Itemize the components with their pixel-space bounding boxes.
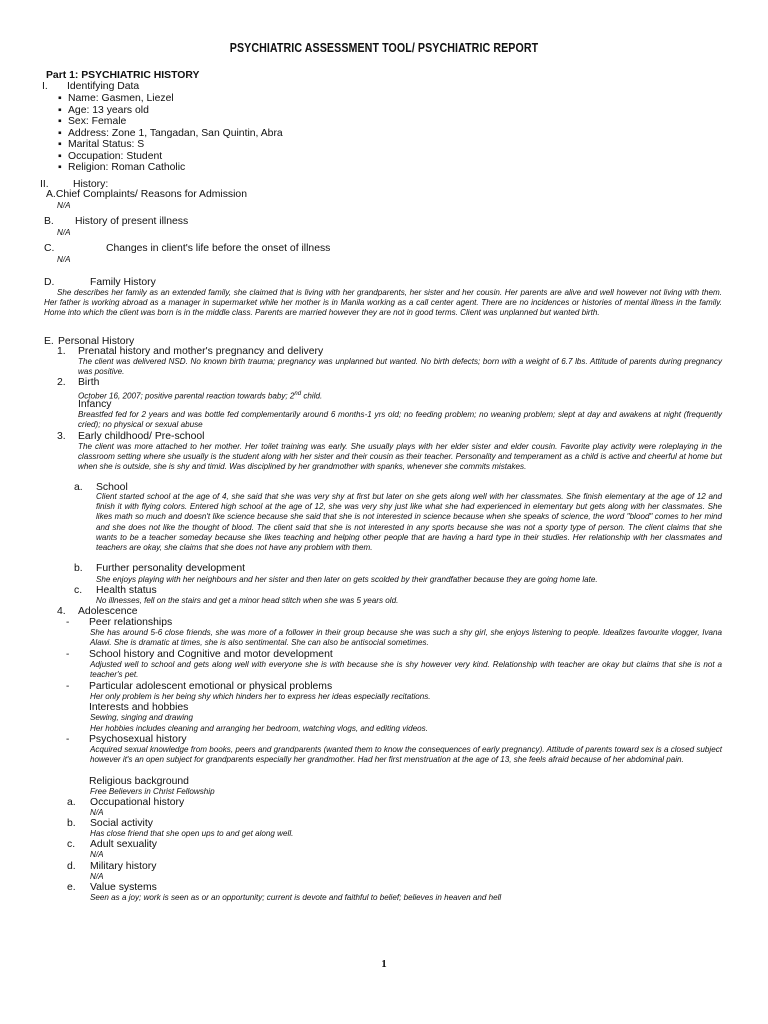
adult-sexuality-text: N/A	[90, 850, 104, 859]
present-illness-number: B.	[44, 216, 54, 227]
present-illness-text: N/A	[57, 228, 71, 237]
list-item: Sex: Female	[68, 116, 127, 127]
chief-complaints-text: N/A	[57, 201, 71, 210]
bullet-icon: ▪	[58, 150, 62, 162]
occupational-label: Occupational history	[90, 797, 185, 808]
family-history-number: D.	[44, 277, 55, 288]
adolescent-problems-label: Particular adolescent emotional or physical problems	[89, 681, 333, 692]
early-childhood-label: Early childhood/ Pre-school	[78, 431, 205, 442]
personal-history-number: E.	[44, 336, 54, 347]
personal-history-label: Personal History	[58, 336, 135, 347]
adolescence-label: Adolescence	[78, 606, 138, 617]
changes-label: Changes in client's life before the onset of illness	[106, 243, 331, 254]
changes-number: C.	[44, 243, 55, 254]
prenatal-number: 1.	[57, 346, 66, 357]
value-systems-label: Value systems	[90, 882, 157, 893]
value-systems-number: e.	[67, 882, 76, 893]
further-development-number: b.	[74, 563, 83, 574]
section2-heading: History:	[73, 179, 109, 190]
adult-sexuality-number: c.	[67, 839, 76, 850]
section1-number: I.	[42, 81, 48, 92]
dash-bullet: -	[66, 649, 70, 660]
school-history-label: School history and Cognitive and motor development	[89, 649, 333, 660]
early-childhood-text: The client was more attached to her mother. Her toilet training was early. She usually plays with her elder sister and elder cousin. Favorite play activity were roleplaying in the classroom setting where she usually is the student along with her sister and their cousin as their teacher. Personality and temperament as a child is active and cheerful at home but when she is outside, she is shy and timid. Was disciplined by her grandmother with spanks, whenever she commits mistakes.	[78, 442, 722, 472]
bullet-icon: ▪	[58, 127, 62, 139]
school-label: School	[96, 482, 128, 493]
adolescence-number: 4.	[57, 606, 66, 617]
further-development-text: She enjoys playing with her neighbours and her sister and then later on gets scolded by their grandfather because they are going home late.	[96, 575, 598, 584]
peer-relationships-label: Peer relationships	[89, 617, 173, 628]
further-development-label: Further personality development	[96, 563, 246, 574]
bullet-icon: ▪	[58, 139, 62, 150]
psychosexual-label: Psychosexual history	[89, 734, 187, 745]
infancy-label: Infancy	[78, 399, 112, 410]
adult-sexuality-label: Adult sexuality	[90, 839, 157, 850]
social-activity-label: Social activity	[90, 818, 153, 829]
peer-relationships-text: She has around 5-6 close friends, she was more of a follower in their group because she was such a shy girl, she enjoys listening to people. Idealizes favourite vlogger, Ivana Alawi. She is dramatic at times, she is also sentimental. She can also be antisocial sometimes.	[90, 628, 722, 648]
page-number: 1	[381, 958, 387, 970]
dash-bullet: -	[66, 681, 70, 692]
social-activity-text: Has close friend that she open ups to and get along well.	[90, 829, 294, 838]
religious-label: Religious background	[89, 776, 189, 787]
school-history-text: Adjusted well to school and gets along well with everyone she is with because she is shy however very kind. Relationship with teacher are okay but claims that she is not a teacher's pet.	[90, 660, 722, 680]
health-status-label: Health status	[96, 585, 157, 596]
list-item: Age: 13 years old	[68, 104, 149, 116]
military-number: d.	[67, 861, 76, 872]
hobbies-text: Her hobbies includes cleaning and arranging her bedroom, watching vlogs, and editing videos.	[90, 724, 428, 733]
infancy-text: Breastfed fed for 2 years and was bottle fed complementarily around 6 months-1 yrs old; no feeding problem; no weaning problem; slept at day and awakens at night (frequently cried); no physical or sexual abuse	[78, 410, 722, 430]
section2-number: II.	[40, 179, 49, 190]
section1-heading: Identifying Data	[67, 81, 140, 92]
chief-complaints-label: A.Chief Complaints/ Reasons for Admission	[46, 189, 247, 200]
family-history-text: She describes her family as an extended family, she claimed that is living with her grandparents, her sister and her cousin. Her parents are alive and well however not living with them. Her father is working abroad as a manager in supermarket while her mother is in Manila working as a call center agent. There are no incidences or histories of mental illness in the family. Home into which the client was born is in the middle class. Parents are married however they are not in good terms. Client was unplanned but wanted birth.	[44, 288, 722, 318]
family-history-label: Family History	[90, 277, 156, 288]
school-text: Client started school at the age of 4, she said that she was very shy at first but later on she gets along well with her classmates. She finish elementary at the age of 12 and finish it with flying colors. Entered high school at the age of 12, she was very shy just like what she had experienced in elementary but gets along with her classmates. She likes math so much and doesn't like science because she said that she is not interested in science because when she speaks of science, the word "blood" comes to her mind and she does not like the thought of blood. The client said that she is not interested in any sports because she was not a sporty type of person. The client claims that she wants to be a teacher someday because she likes teaching and helping other people that are having a hard type in their studies. Her relationship with her classmates and teachers are okay, she claims that she does not have any problem with them.	[96, 492, 722, 553]
bullet-icon: ▪	[58, 93, 62, 104]
value-systems-text: Seen as a joy; work is seen as or an opportunity; current is devote and faithful to belief; believes in heaven and hell	[90, 893, 502, 902]
present-illness-label: History of present illness	[75, 216, 189, 227]
military-text: N/A	[90, 872, 104, 881]
prenatal-text: The client was delivered NSD. No known birth trauma; pregnancy was unplanned but wanted. No birth defects; born with a weight of 6.7 lbs. Attitude of parents during pregnancy was positive.	[78, 357, 722, 377]
bullet-icon: ▪	[58, 104, 62, 116]
early-childhood-number: 3.	[57, 431, 66, 442]
bullet-icon: ▪	[58, 162, 62, 173]
adolescent-problems-text: Her only problem is her being shy which hinders her to express her ideas especially recitations.	[90, 692, 431, 701]
list-item: Occupation: Student	[68, 150, 163, 162]
list-item: Address: Zone 1, Tangadan, San Quintin, Abra	[68, 127, 283, 139]
school-number: a.	[74, 482, 83, 493]
dash-bullet: -	[66, 734, 70, 745]
religious-text: Free Believers in Christ Fellowship	[90, 787, 215, 796]
part1-heading: Part 1: PSYCHIATRIC HISTORY	[46, 70, 200, 81]
page-title: PSYCHIATRIC ASSESSMENT TOOL/ PSYCHIATRIC REPORT	[229, 40, 539, 55]
interests-text: Sewing, singing and drawing	[90, 713, 194, 722]
dash-bullet: -	[66, 617, 70, 628]
interests-label: Interests and hobbies	[89, 702, 189, 713]
prenatal-label: Prenatal history and mother's pregnancy and delivery	[78, 346, 324, 357]
list-item: Religion: Roman Catholic	[68, 162, 186, 173]
occupational-number: a.	[67, 797, 76, 808]
list-item: Marital Status: S	[68, 139, 145, 150]
health-status-number: c.	[74, 585, 83, 596]
changes-text: N/A	[57, 255, 71, 264]
health-status-text: No illnesses, fell on the stairs and get a minor head stitch when she was 5 years old.	[96, 596, 399, 605]
list-item: Name: Gasmen, Liezel	[68, 93, 174, 104]
social-activity-number: b.	[67, 818, 76, 829]
psychosexual-text: Acquired sexual knowledge from books, peers and grandparents (wanted them to know the consequences of early pregnancy). Attitude of parents toward sex is a closed subject however it's an open subject for grandparents especially her grandmother. Had her first menstruation at the age of 13, she feels afraid because of her abdominal pain.	[90, 745, 722, 765]
birth-label: Birth	[78, 377, 100, 388]
bullet-icon: ▪	[58, 116, 62, 127]
occupational-text: N/A	[90, 808, 104, 817]
birth-number: 2.	[57, 377, 66, 388]
military-label: Military history	[90, 861, 157, 872]
birth-text: October 16, 2007; positive parental reaction towards baby; 2nd child.	[78, 391, 323, 401]
